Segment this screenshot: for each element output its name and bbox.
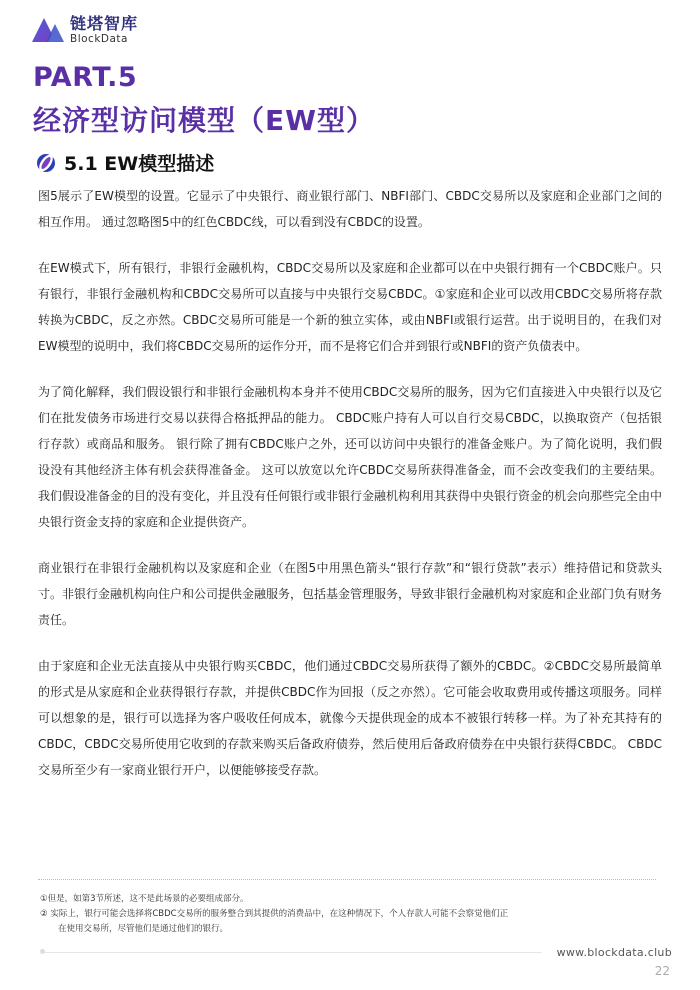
section-title: 5.1 EW模型描述 <box>64 153 215 175</box>
body-content <box>38 183 662 803</box>
footnote-2: ② 实际上，银行可能会选择将CBDC交易所的服务整合到其提供的消费品中，在这种情况下，个人存款人可能不会察觉他们正 <box>40 909 509 919</box>
page-number: 22 <box>654 964 670 978</box>
logo-mark-icon <box>30 15 66 45</box>
footer-line <box>44 952 542 953</box>
section-heading <box>35 149 214 176</box>
paragraph: 为了简化解释，我们假设银行和非银行金融机构本身并不使用CBDC交易所的服务，因为它们直接进入中央银行以及它们在批发债务市场进行交易以获得合格抵押品的能力。 CBDC账户持有人可以自行交易CBDC，以换取资产（包括银行存款）或商品和服务。 银行除了拥有CBDC账户之外，还可以访问中央银行的准备金账户。为了简化说明，我们假设没有其他经济主体有机会获得准备金。 这可以放宽以允许CBDC交易所获得准备金，而不会改变我们的主要结果。 我们假设准备金的目的没有变化，并且没有任何银行或非银行金融机构利用其获得中央银行资金的机会向那些完全由中央银行资金支持的家庭和企业提供资产。 <box>38 385 663 529</box>
paragraph: 由于家庭和企业无法直接从中央银行购买CBDC，他们通过CBDC交易所获得了额外的CBDC。②CBDC交易所最简单的形式是从家庭和企业获得银行存款，并提供CBDC作为回报（反之亦然）。它可能会收取费用或传播这项服务。同样可以想象的是，银行可以选择为客户吸收任何成本，就像今天提供现金的成本不被银行转移一样。为了补充其持有的CBDC，CBDC交易所使用它收到的存款来购买后备政府债券，然后使用后备政府债券在中央银行获得CBDC。 CBDC交易所至少有一家商业银行开户，以便能够接受存款。 <box>38 659 662 777</box>
paragraph: 在EW模式下，所有银行，非银行金融机构，CBDC交易所以及家庭和企业都可以在中央银行拥有一个CBDC账户。只有银行，非银行金融机构和CBDC交易所可以直接与中央银行交易CBDC。①家庭和企业可以改用CBDC交易所将存款转换为CBDC，反之亦然。CBDC交易所可能是一个新的独立实体，或由NBFI或银行运营。出于说明目的，在我们对EW模型的说明中，我们将CBDC交易所的运作分开，而不是将它们合并到银行或NBFI的资产负债表中。 <box>38 261 662 353</box>
footnotes <box>40 892 660 937</box>
footer-url[interactable]: www.blockdata.club <box>556 946 672 959</box>
section-bullet-icon <box>35 152 57 174</box>
part-label: PART.5 <box>33 62 138 93</box>
blockdata-logo <box>30 15 138 45</box>
paragraph: 图5展示了EW模型的设置。它显示了中央银行、商业银行部门、NBFI部门、CBDC交易所以及家庭和企业部门之间的相互作用。 通过忽略图5中的红色CBDC线，可以看到没有CBDC的设置。 <box>38 189 662 229</box>
logo-chinese-name: 链塔智库 <box>70 13 139 33</box>
footnote-divider <box>38 879 656 880</box>
page-title: 经济型访问模型（EW型） <box>33 104 376 137</box>
logo-english-name: BlockData <box>70 32 128 45</box>
footnote-1: ①但是，如第3节所述，这不是此场景的必要组成部分。 <box>40 894 249 904</box>
paragraph: 商业银行在非银行金融机构以及家庭和企业（在图5中用黑色箭头“银行存款”和“银行贷款”表示）维持借记和贷款头寸。非银行金融机构向住户和公司提供金融服务，包括基金管理服务，导致非银行金融机构对家庭和企业部门负有财务责任。 <box>38 561 663 627</box>
footnote-2-continued: 在使用交易所，尽管他们是通过他们的银行。 <box>58 924 229 934</box>
